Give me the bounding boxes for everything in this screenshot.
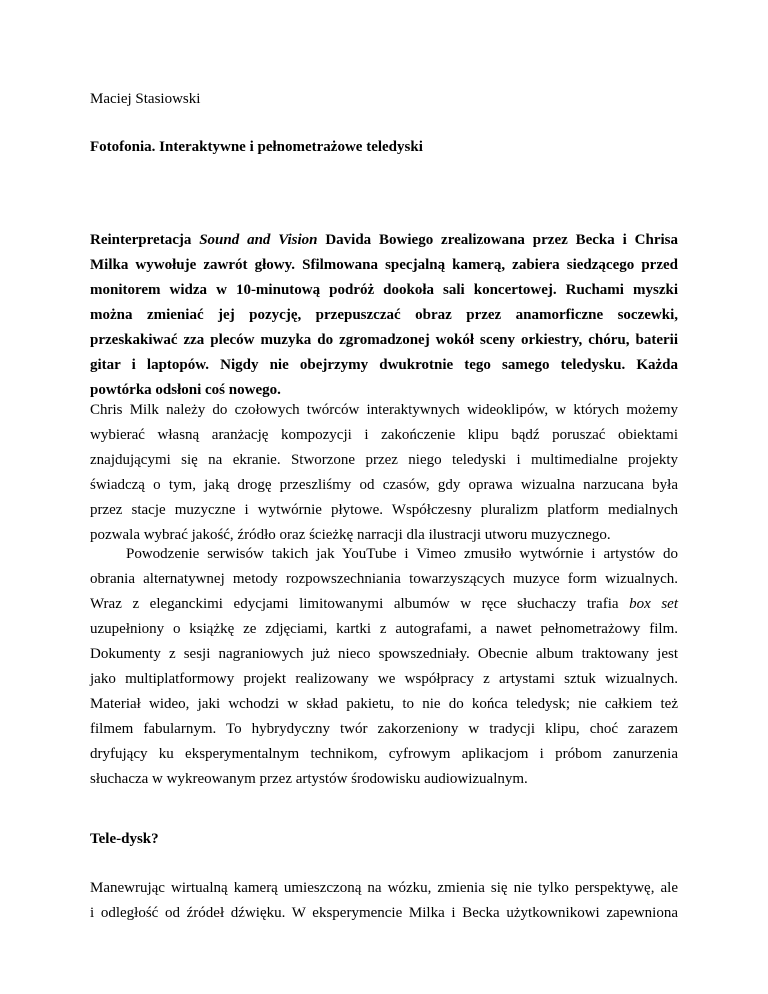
paragraph-line: Chris Milk należy do czołowych twórców interaktywnych wideoklipów, w których możemy bbox=[90, 402, 678, 418]
paragraph-line: obrania alternatywnej metody rozpowszechniania towarzyszących muzyce form wizualnych. bbox=[90, 571, 678, 587]
body-paragraph-3 bbox=[90, 876, 678, 926]
paragraph-line: świadczą o tym, jaką drogę przeszliśmy od czasów, gdy oprawa wizualna narzucana była bbox=[90, 477, 678, 493]
lead-line: przeskakiwać zza pleców muzyka do zgromadzonej wokół sceny orkiestry, chóru, baterii bbox=[90, 332, 678, 348]
body-paragraph-1 bbox=[90, 398, 678, 548]
paragraph-line: dryfujący ku eksperymentalnym technikom, cyfrowym aplikacjom i próbom zanurzenia bbox=[90, 746, 678, 762]
paragraph-line: Materiał wideo, jaki wchodzi w skład pakietu, to nie do końca teledysk; nie całkiem też bbox=[90, 696, 678, 712]
paragraph-line: słuchacza w wykreowanym przez artystów środowisku audiowizualnym. bbox=[90, 771, 528, 787]
paragraph-line: Dokumenty z sesji nagraniowych już nieco spowszedniały. Obecnie album traktowany jest bbox=[90, 646, 678, 662]
paragraph-line: filmem fabularnym. To hybrydyczny twór zakorzeniony w tradycji klipu, choć zarazem bbox=[90, 721, 678, 737]
lead-line: Milka wywołuje zawrót głowy. Sfilmowana specjalną kamerą, zabiera siedzącego przed bbox=[90, 257, 678, 273]
lead-text: Reinterpretacja bbox=[90, 232, 200, 248]
lead-line: gitar i laptopów. Nigdy nie obejrzymy dwukrotnie tego samego teledysku. Każda bbox=[90, 357, 678, 373]
lead-line bbox=[90, 228, 678, 253]
paragraph-line: jako multiplatformowy projekt realizowany we współpracy z artystami sztuk wizualnych. bbox=[90, 671, 678, 687]
lead-text: Davida Bowiego zrealizowana przez Becka i Chrisa bbox=[317, 232, 678, 248]
author-name: Maciej Stasiowski bbox=[90, 91, 201, 107]
paragraph-line: Manewrując wirtualną kamerą umieszczoną na wózku, zmienia się nie tylko perspektywę, ale bbox=[90, 880, 678, 896]
paragraph-line: i odległość od źródeł dźwięku. W eksperymencie Milka i Becka użytkownikowi zapewniona bbox=[90, 905, 678, 921]
paragraph-line: znajdującymi się na ekranie. Stworzone przez niego teledyski i multimedialne projekty bbox=[90, 452, 678, 468]
body-paragraph-2 bbox=[90, 542, 678, 792]
paragraph-text: Wraz z eleganckimi edycjami limitowanymi albumów w ręce słuchaczy trafia bbox=[90, 596, 630, 612]
paragraph-line bbox=[90, 592, 678, 617]
paragraph-line: uzupełniony o książkę ze zdjęciami, kartki z autografami, a nawet pełnometrażowy film. bbox=[90, 621, 678, 637]
paragraph-line: pozwala wybrać jakość, źródło oraz ścieżkę narracji dla ilustracji utworu muzycznego. bbox=[90, 527, 611, 543]
box-set-term: box set bbox=[629, 596, 678, 612]
lead-line: można zmieniać jej pozycję, przepuszczać obraz przez anamorficzne soczewki, bbox=[90, 307, 678, 323]
paragraph-line: wybierać własną aranżację kompozycji i zakończenie klipu bądź poruszać obiektami bbox=[90, 427, 678, 443]
paragraph-line: Powodzenie serwisów takich jak YouTube i Vimeo zmusiło wytwórnie i artystów do bbox=[126, 546, 678, 562]
lead-paragraph bbox=[90, 228, 678, 403]
lead-line: monitorem widza w 10-minutową podróż dookoła sali koncertowej. Ruchami myszki bbox=[90, 282, 678, 298]
article-title: Fotofonia. Interaktywne i pełnometrażowe teledyski bbox=[90, 139, 423, 155]
song-title: Sound and Vision bbox=[199, 232, 318, 248]
paragraph-line: przez stacje muzyczne i wytwórnie płytowe. Współczesny pluralizm platform medialnych bbox=[90, 502, 678, 518]
lead-line: powtórka odsłoni coś nowego. bbox=[90, 382, 281, 398]
section-heading: Tele-dysk? bbox=[90, 831, 159, 847]
